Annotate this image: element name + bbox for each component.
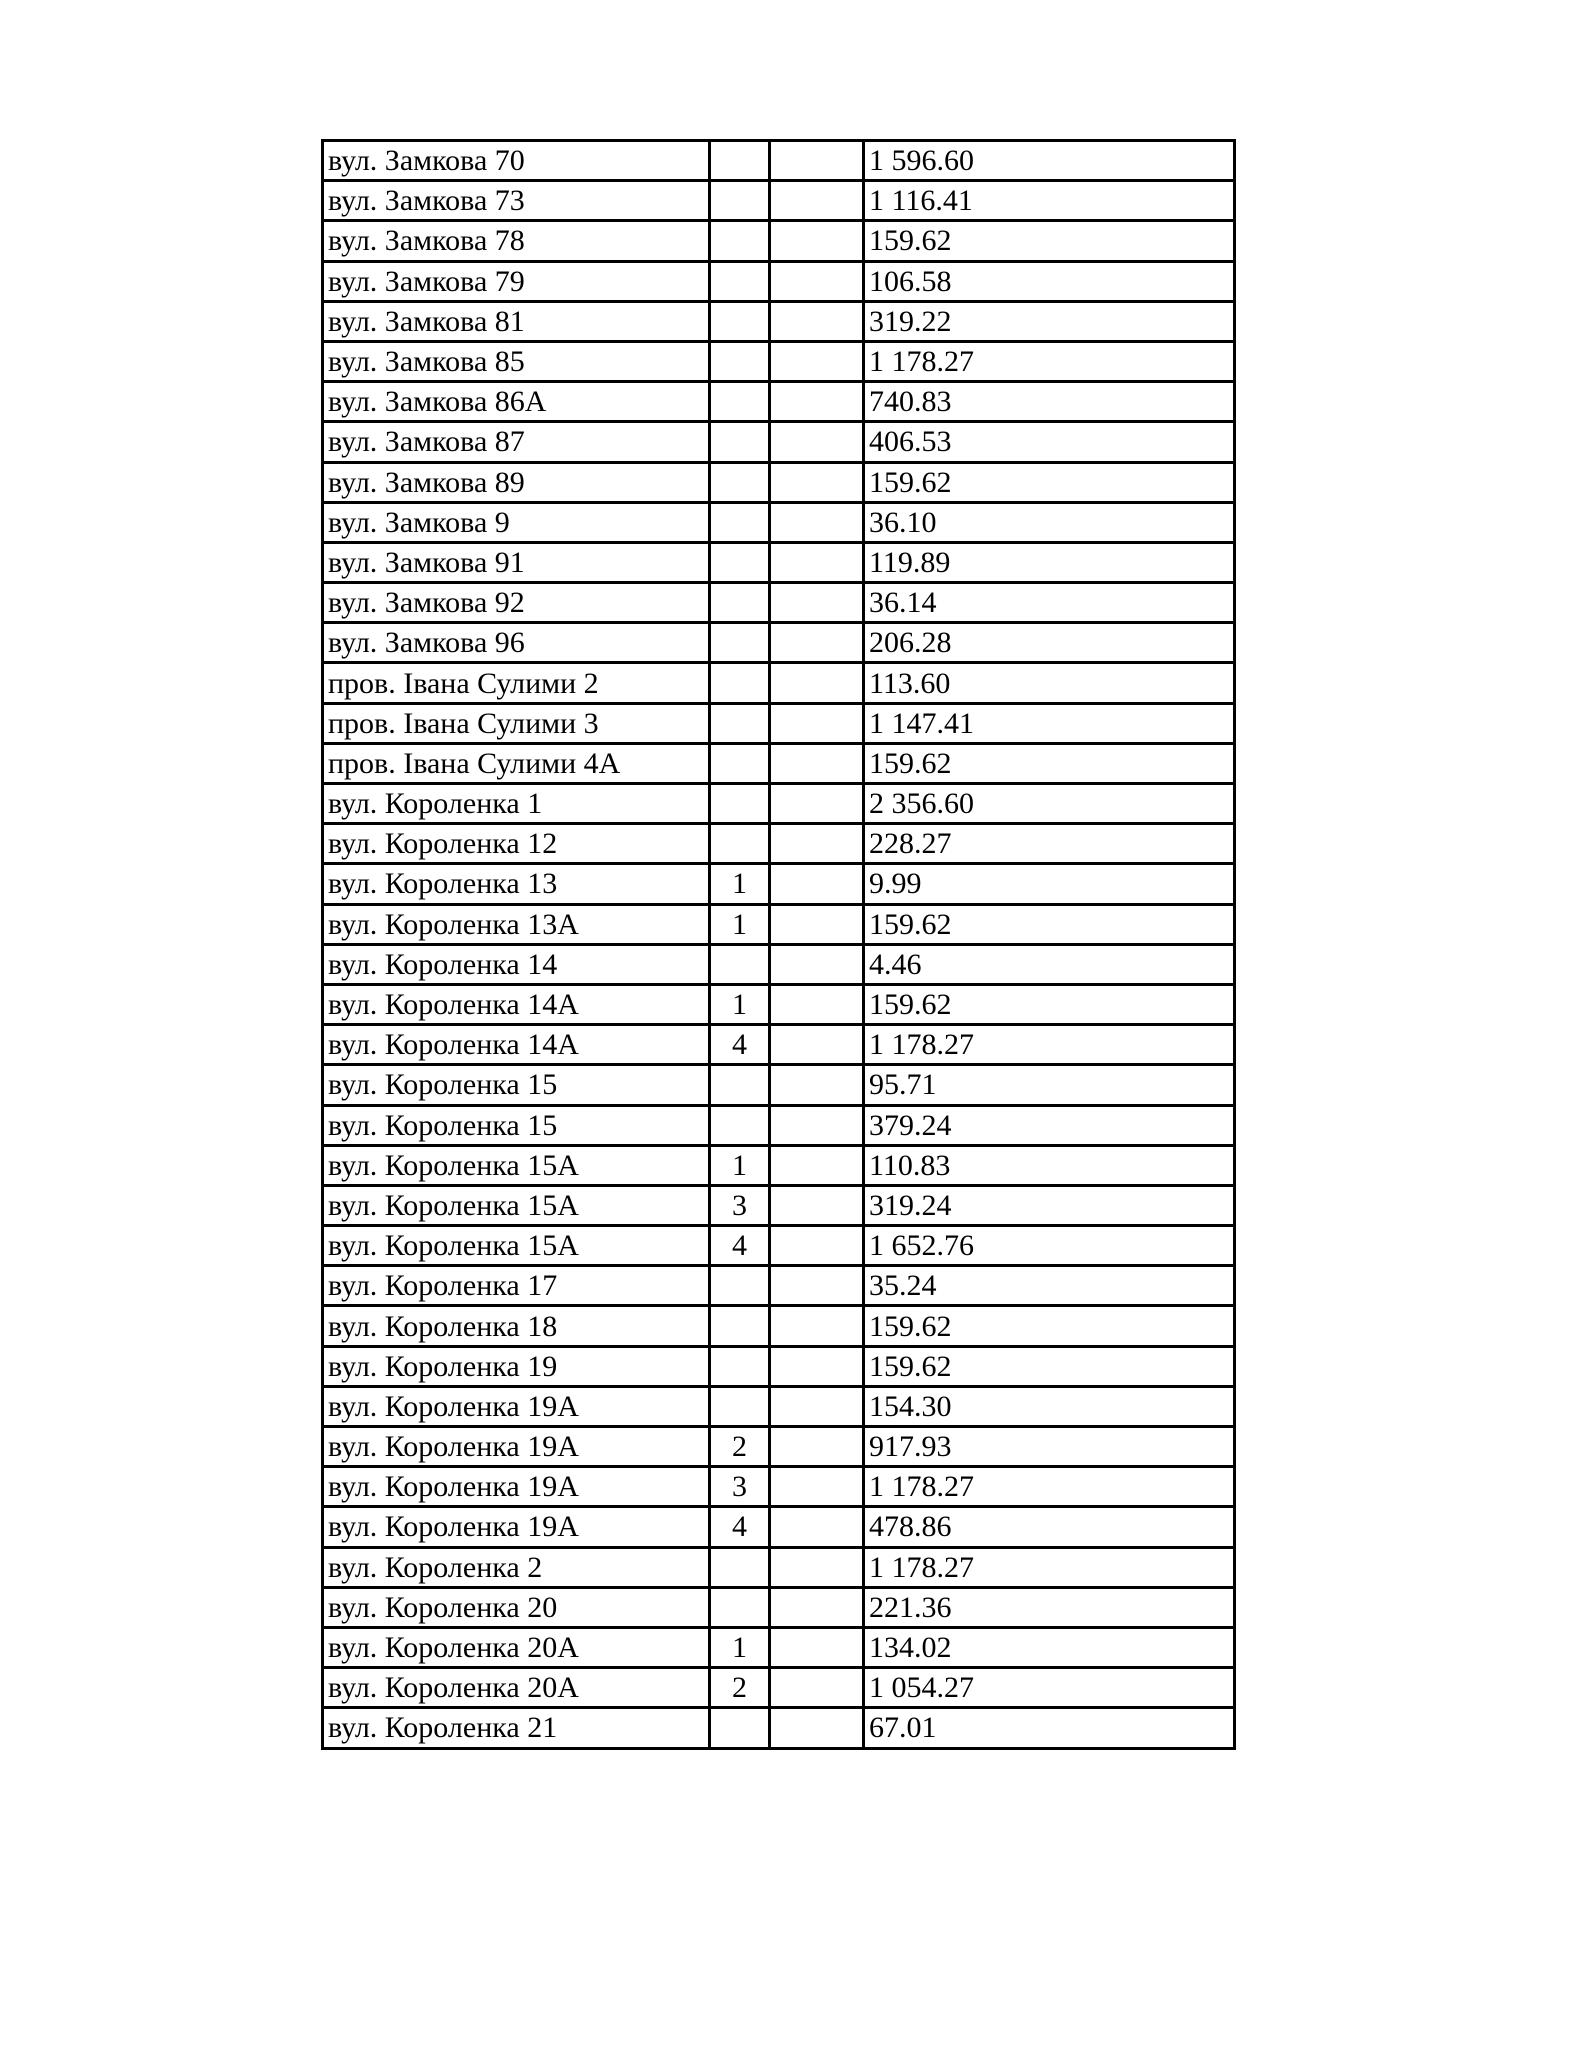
address-cell: вул. Короленка 15А [323, 1145, 710, 1185]
address-cell: вул. Короленка 12 [323, 824, 710, 864]
address-cell: вул. Короленка 19А [323, 1427, 710, 1467]
address-cell: вул. Замкова 70 [323, 141, 710, 181]
table-row [323, 181, 1235, 221]
blank-cell [770, 1065, 864, 1105]
table-row [323, 1547, 1235, 1587]
table-row [323, 1467, 1235, 1507]
blank-cell [770, 583, 864, 623]
blank-cell [770, 1467, 864, 1507]
table-row [323, 1346, 1235, 1386]
table-row [323, 1105, 1235, 1145]
amount-cell: 1 178.27 [864, 1467, 1235, 1507]
blank-cell [770, 1507, 864, 1547]
blank-cell [770, 261, 864, 301]
entrance-cell: 3 [710, 1467, 770, 1507]
amount-cell: 4.46 [864, 944, 1235, 984]
table-row [323, 422, 1235, 462]
blank-cell [770, 984, 864, 1024]
entrance-cell [710, 663, 770, 703]
blank-cell [770, 1346, 864, 1386]
blank-cell [770, 1105, 864, 1145]
table-row [323, 1386, 1235, 1426]
entrance-cell [710, 824, 770, 864]
table-row [323, 944, 1235, 984]
table-row [323, 583, 1235, 623]
amount-cell: 740.83 [864, 382, 1235, 422]
address-cell: вул. Короленка 15А [323, 1185, 710, 1225]
address-cell: вул. Короленка 21 [323, 1708, 710, 1748]
address-cell: пров. Івана Сулими 3 [323, 703, 710, 743]
entrance-cell: 1 [710, 904, 770, 944]
blank-cell [770, 1306, 864, 1346]
amount-cell: 406.53 [864, 422, 1235, 462]
entrance-cell [710, 623, 770, 663]
table-row [323, 663, 1235, 703]
table-row [323, 221, 1235, 261]
entrance-cell: 2 [710, 1427, 770, 1467]
entrance-cell [710, 502, 770, 542]
table-row [323, 1266, 1235, 1306]
blank-cell [770, 864, 864, 904]
amount-cell: 379.24 [864, 1105, 1235, 1145]
address-cell: вул. Замкова 91 [323, 542, 710, 582]
address-cell: вул. Короленка 14 [323, 944, 710, 984]
table-row [323, 864, 1235, 904]
entrance-cell [710, 1065, 770, 1105]
amount-cell: 110.83 [864, 1145, 1235, 1185]
blank-cell [770, 944, 864, 984]
entrance-cell: 2 [710, 1668, 770, 1708]
blank-cell [770, 1145, 864, 1185]
amount-cell: 67.01 [864, 1708, 1235, 1748]
table-row [323, 502, 1235, 542]
amount-cell: 159.62 [864, 743, 1235, 783]
entrance-cell [710, 181, 770, 221]
blank-cell [770, 904, 864, 944]
amount-cell: 1 652.76 [864, 1226, 1235, 1266]
entrance-cell: 1 [710, 984, 770, 1024]
table-row [323, 301, 1235, 341]
blank-cell [770, 221, 864, 261]
address-cell: вул. Замкова 87 [323, 422, 710, 462]
table-row [323, 784, 1235, 824]
entrance-cell [710, 141, 770, 181]
table-row [323, 1427, 1235, 1467]
address-cell: вул. Замкова 92 [323, 583, 710, 623]
blank-cell [770, 502, 864, 542]
table-row [323, 703, 1235, 743]
blank-cell [770, 1025, 864, 1065]
entrance-cell [710, 1266, 770, 1306]
address-cell: вул. Короленка 19 [323, 1346, 710, 1386]
address-cell: вул. Короленка 19А [323, 1467, 710, 1507]
table-row [323, 382, 1235, 422]
amount-cell: 2 356.60 [864, 784, 1235, 824]
table-row [323, 341, 1235, 381]
table-row [323, 743, 1235, 783]
amount-cell: 159.62 [864, 1346, 1235, 1386]
entrance-cell [710, 422, 770, 462]
blank-cell [770, 1587, 864, 1627]
address-cell: вул. Замкова 89 [323, 462, 710, 502]
table-row [323, 462, 1235, 502]
address-cell: вул. Короленка 20 [323, 1587, 710, 1627]
address-cell: вул. Короленка 15 [323, 1105, 710, 1145]
amount-cell: 319.24 [864, 1185, 1235, 1225]
address-cell: вул. Замкова 81 [323, 301, 710, 341]
amount-cell: 1 178.27 [864, 341, 1235, 381]
entrance-cell [710, 1386, 770, 1426]
blank-cell [770, 1427, 864, 1467]
entrance-cell [710, 703, 770, 743]
blank-cell [770, 623, 864, 663]
entrance-cell [710, 462, 770, 502]
blank-cell [770, 301, 864, 341]
amount-cell: 1 178.27 [864, 1025, 1235, 1065]
entrance-cell: 1 [710, 1145, 770, 1185]
amount-cell: 1 054.27 [864, 1668, 1235, 1708]
entrance-cell [710, 382, 770, 422]
address-cell: вул. Короленка 15 [323, 1065, 710, 1105]
address-cell: вул. Короленка 2 [323, 1547, 710, 1587]
amount-cell: 95.71 [864, 1065, 1235, 1105]
address-cell: вул. Короленка 13 [323, 864, 710, 904]
table-row [323, 1145, 1235, 1185]
entrance-cell [710, 1587, 770, 1627]
table-row [323, 623, 1235, 663]
entrance-cell: 4 [710, 1507, 770, 1547]
address-cell: вул. Короленка 18 [323, 1306, 710, 1346]
blank-cell [770, 743, 864, 783]
address-cell: вул. Короленка 20А [323, 1668, 710, 1708]
amount-cell: 134.02 [864, 1627, 1235, 1667]
amount-cell: 106.58 [864, 261, 1235, 301]
blank-cell [770, 1266, 864, 1306]
address-cell: вул. Замкова 85 [323, 341, 710, 381]
amount-cell: 221.36 [864, 1587, 1235, 1627]
amount-cell: 119.89 [864, 542, 1235, 582]
table-row [323, 1708, 1235, 1748]
blank-cell [770, 703, 864, 743]
entrance-cell [710, 1708, 770, 1748]
table-row [323, 1507, 1235, 1547]
entrance-cell: 1 [710, 864, 770, 904]
address-cell: вул. Замкова 96 [323, 623, 710, 663]
table-row [323, 1185, 1235, 1225]
entrance-cell [710, 542, 770, 582]
amount-cell: 159.62 [864, 462, 1235, 502]
table-body [323, 141, 1235, 1749]
blank-cell [770, 1226, 864, 1266]
blank-cell [770, 1547, 864, 1587]
amount-cell: 159.62 [864, 984, 1235, 1024]
address-cell: вул. Замкова 79 [323, 261, 710, 301]
address-cell: вул. Короленка 19А [323, 1507, 710, 1547]
amount-cell: 36.14 [864, 583, 1235, 623]
debt-table [321, 139, 1236, 1750]
entrance-cell [710, 784, 770, 824]
blank-cell [770, 341, 864, 381]
entrance-cell: 4 [710, 1025, 770, 1065]
address-cell: вул. Замкова 86А [323, 382, 710, 422]
table-row [323, 141, 1235, 181]
blank-cell [770, 462, 864, 502]
blank-cell [770, 663, 864, 703]
blank-cell [770, 1627, 864, 1667]
address-cell: вул. Короленка 20А [323, 1627, 710, 1667]
entrance-cell [710, 261, 770, 301]
blank-cell [770, 542, 864, 582]
amount-cell: 206.28 [864, 623, 1235, 663]
blank-cell [770, 422, 864, 462]
entrance-cell [710, 1547, 770, 1587]
blank-cell [770, 1185, 864, 1225]
table-row [323, 261, 1235, 301]
entrance-cell [710, 944, 770, 984]
entrance-cell [710, 583, 770, 623]
entrance-cell: 1 [710, 1627, 770, 1667]
blank-cell [770, 1708, 864, 1748]
amount-cell: 1 147.41 [864, 703, 1235, 743]
table-row [323, 1306, 1235, 1346]
entrance-cell [710, 221, 770, 261]
blank-cell [770, 824, 864, 864]
address-cell: вул. Короленка 19А [323, 1386, 710, 1426]
entrance-cell: 4 [710, 1226, 770, 1266]
table-row [323, 1668, 1235, 1708]
table-row [323, 904, 1235, 944]
blank-cell [770, 1386, 864, 1426]
table-row [323, 1627, 1235, 1667]
entrance-cell [710, 341, 770, 381]
amount-cell: 36.10 [864, 502, 1235, 542]
entrance-cell [710, 743, 770, 783]
blank-cell [770, 382, 864, 422]
amount-cell: 478.86 [864, 1507, 1235, 1547]
amount-cell: 159.62 [864, 904, 1235, 944]
amount-cell: 1 596.60 [864, 141, 1235, 181]
address-cell: вул. Замкова 78 [323, 221, 710, 261]
amount-cell: 159.62 [864, 1306, 1235, 1346]
table-row [323, 1587, 1235, 1627]
entrance-cell [710, 1306, 770, 1346]
address-cell: вул. Короленка 15А [323, 1226, 710, 1266]
address-cell: вул. Короленка 13А [323, 904, 710, 944]
table-row [323, 1065, 1235, 1105]
blank-cell [770, 141, 864, 181]
address-cell: вул. Короленка 1 [323, 784, 710, 824]
amount-cell: 917.93 [864, 1427, 1235, 1467]
entrance-cell [710, 1346, 770, 1386]
blank-cell [770, 784, 864, 824]
address-cell: вул. Замкова 9 [323, 502, 710, 542]
amount-cell: 154.30 [864, 1386, 1235, 1426]
address-cell: пров. Івана Сулими 4А [323, 743, 710, 783]
table-row [323, 542, 1235, 582]
entrance-cell [710, 1105, 770, 1145]
address-cell: вул. Короленка 14А [323, 1025, 710, 1065]
amount-cell: 35.24 [864, 1266, 1235, 1306]
address-cell: вул. Замкова 73 [323, 181, 710, 221]
amount-cell: 228.27 [864, 824, 1235, 864]
amount-cell: 159.62 [864, 221, 1235, 261]
address-cell: пров. Івана Сулими 2 [323, 663, 710, 703]
table-row [323, 1226, 1235, 1266]
table-row [323, 824, 1235, 864]
amount-cell: 1 116.41 [864, 181, 1235, 221]
entrance-cell [710, 301, 770, 341]
address-cell: вул. Короленка 14А [323, 984, 710, 1024]
table-row [323, 984, 1235, 1024]
table-row [323, 1025, 1235, 1065]
entrance-cell: 3 [710, 1185, 770, 1225]
amount-cell: 1 178.27 [864, 1547, 1235, 1587]
amount-cell: 113.60 [864, 663, 1235, 703]
amount-cell: 9.99 [864, 864, 1235, 904]
blank-cell [770, 181, 864, 221]
blank-cell [770, 1668, 864, 1708]
address-cell: вул. Короленка 17 [323, 1266, 710, 1306]
amount-cell: 319.22 [864, 301, 1235, 341]
